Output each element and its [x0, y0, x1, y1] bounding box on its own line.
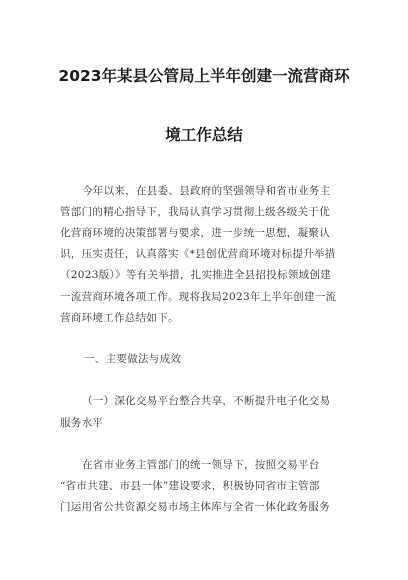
paragraph-2-line-1: 在省市业务主管部门的统一领导下，按照交易平台	[82, 459, 320, 471]
paragraph-2-line-3: 门运用省公共资源交易市场主体库与全省一体化政务服务	[60, 501, 330, 513]
document-title-line-2: 境工作总结	[165, 126, 243, 144]
section-1-heading: 一、主要做法与成效	[84, 353, 182, 365]
paragraph-1-line-5: （2023版）》等有关举措，扎实推进全县招投标领域创建	[60, 269, 332, 281]
subsection-1-heading-line-1: （一）深化交易平台整合共享，不断提升电子化交易	[82, 395, 331, 407]
subsection-1-heading-line-2: 服务水平	[60, 417, 104, 429]
paragraph-1-line-7: 营商环境工作总结如下。	[60, 312, 179, 324]
paragraph-2-line-2: “省市共建、市县一体”建设要求，积极协同省市主管部	[60, 480, 320, 492]
paragraph-1-line-2: 管部门的精心指导下，我局认真学习贯彻上级各级关于优	[60, 206, 330, 218]
paragraph-1-line-3: 化营商环境的决策部署与要求，进一步统一思想，凝聚认	[60, 227, 330, 239]
paragraph-1-line-6: 一流营商环境各项工作。现将我局2023年上半年创建一流	[60, 291, 337, 303]
paragraph-1-line-1: 今年以来，在县委、县政府的坚强领导和省市业务主	[82, 185, 331, 197]
paragraph-1-line-4: 识，压实责任，认真落实《*县创优营商环境对标提升举措	[60, 248, 336, 260]
document-title-line-1: 2023年某县公管局上半年创建一流营商环	[58, 67, 350, 85]
